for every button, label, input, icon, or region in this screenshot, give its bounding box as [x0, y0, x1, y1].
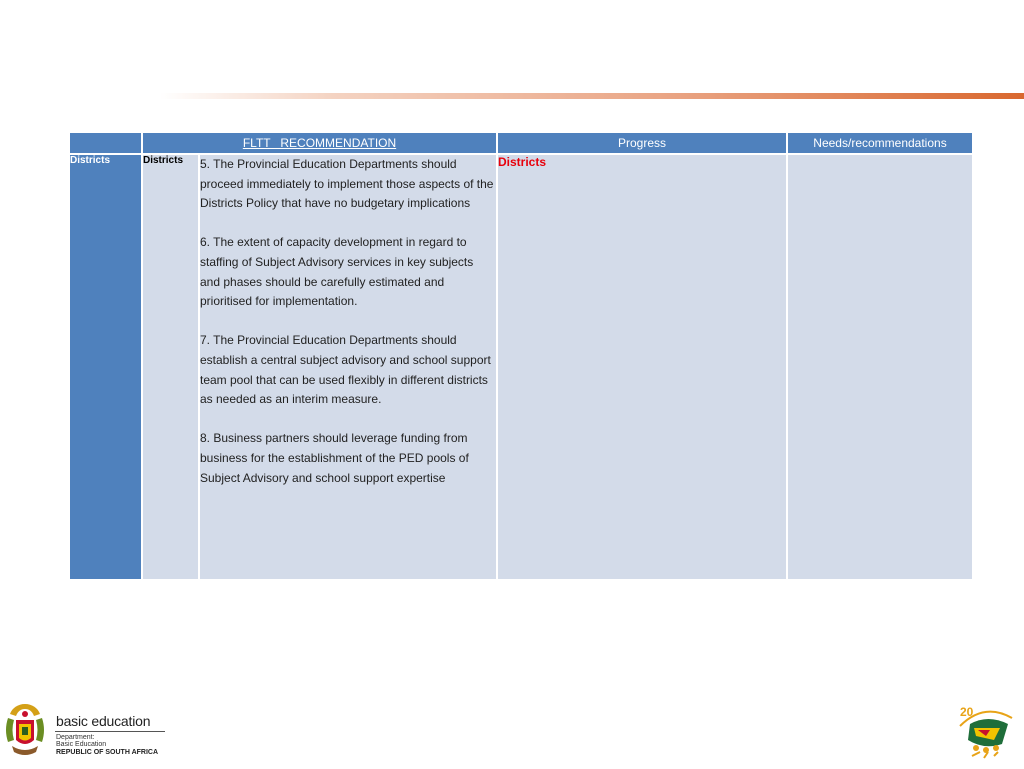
recommendation-5: 5. The Provincial Education Departments should proceed immediately to implement those aspects of the Districts Policy that have no budgetary implications [200, 157, 494, 211]
recommendation-6: 6. The extent of capacity development in regard to staffing of Subject Advisory services in key subjects and phases should be carefully estimated and prioritised for implementation. [200, 235, 474, 309]
dept-country: REPUBLIC OF SOUTH AFRICA [56, 749, 159, 756]
recommendation-8: 8. Business partners should leverage funding from business for the establishment of the PED pools of Subject Advisory and school support expertise [200, 431, 469, 485]
row-progress: Districts [497, 154, 787, 580]
department-logo [2, 700, 172, 764]
twenty-years-freedom-logo [954, 700, 1018, 764]
dept-line-1: Department: [56, 734, 95, 741]
table-row [69, 154, 973, 580]
header-gradient-bar [160, 93, 1024, 99]
row-recommendations [199, 154, 497, 580]
dept-line-2: Basic Education [56, 741, 107, 748]
recommendation-7: 7. The Provincial Education Departments should establish a central subject advisory and school support team pool that can be used flexibly in different districts as needed as an interim measure. [200, 333, 491, 407]
header-blank-cell [69, 132, 142, 154]
dept-divider [55, 731, 165, 732]
header-needs: Needs/recommendations [787, 132, 973, 154]
header-recommendation: FLTT RECOMMENDATION [142, 132, 497, 154]
dept-title: basic education [56, 713, 151, 729]
svg-text:20: 20 [960, 705, 974, 719]
recommendations-table [68, 131, 974, 581]
header-progress: Progress [497, 132, 787, 154]
twenty-years-emblem-icon [954, 700, 1018, 764]
row-category: Districts [69, 154, 142, 580]
row-subcategory: Districts [142, 154, 199, 580]
coat-of-arms-icon [2, 700, 48, 762]
row-needs [787, 154, 973, 580]
table-header-row [69, 132, 973, 154]
